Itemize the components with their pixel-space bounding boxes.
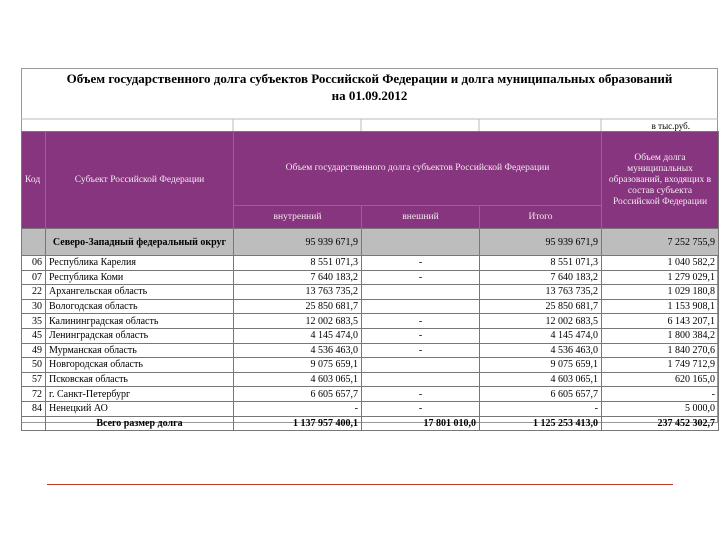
- row-subject-name: Архангельская область: [46, 285, 234, 300]
- row-total-debt: 12 002 683,5: [480, 314, 602, 329]
- table-row: [22, 343, 719, 358]
- row-municipal-debt: 1 279 029,1: [602, 270, 719, 285]
- row-external-debt: [362, 358, 480, 373]
- row-internal-debt: 12 002 683,5: [234, 314, 362, 329]
- row-total-debt: -: [480, 401, 602, 416]
- row-external-debt: [362, 285, 480, 300]
- row-code: 84: [22, 401, 46, 416]
- row-external-debt: -: [362, 401, 480, 416]
- row-code: 57: [22, 372, 46, 387]
- row-external-debt: -: [362, 343, 480, 358]
- total-label: Всего размер долга: [46, 416, 234, 431]
- row-internal-debt: 13 763 735,2: [234, 285, 362, 300]
- table-row: [22, 314, 719, 329]
- row-internal-debt: 9 075 659,1: [234, 358, 362, 373]
- district-name: Северо-Западный федеральный округ: [46, 229, 234, 256]
- title-line-1: Объем государственного долга субъектов Российской Федерации и долга муниципальных образований: [66, 71, 673, 86]
- table-row: [22, 299, 719, 314]
- district-municipal: 7 252 755,9: [602, 229, 719, 256]
- total-code: [22, 416, 46, 431]
- table-row: [22, 358, 719, 373]
- title-line-2: на 01.09.2012: [331, 88, 408, 103]
- row-subject-name: г. Санкт-Петербург: [46, 387, 234, 402]
- row-subject-name: Республика Коми: [46, 270, 234, 285]
- table-row: [22, 285, 719, 300]
- row-code: 45: [22, 328, 46, 343]
- row-municipal-debt: -: [602, 387, 719, 402]
- table-row: [22, 401, 719, 416]
- table-row: [22, 328, 719, 343]
- total-municipal: 237 452 302,7: [602, 416, 719, 431]
- row-external-debt: -: [362, 328, 480, 343]
- row-external-debt: -: [362, 314, 480, 329]
- row-total-debt: 7 640 183,2: [480, 270, 602, 285]
- header-municipal: Объем долга муниципальных образований, входящих в состав субъекта Российской Федерации: [602, 132, 719, 229]
- debt-table: [21, 131, 719, 431]
- row-code: 07: [22, 270, 46, 285]
- row-external-debt: -: [362, 256, 480, 271]
- header-subject: Субъект Российской Федерации: [46, 132, 234, 229]
- row-internal-debt: 4 603 065,1: [234, 372, 362, 387]
- district-total: 95 939 671,9: [480, 229, 602, 256]
- document-title: [21, 70, 718, 104]
- row-code: 06: [22, 256, 46, 271]
- row-code: 49: [22, 343, 46, 358]
- row-total-debt: 25 850 681,7: [480, 299, 602, 314]
- row-external-debt: -: [362, 387, 480, 402]
- row-internal-debt: 4 145 474,0: [234, 328, 362, 343]
- row-total-debt: 6 605 657,7: [480, 387, 602, 402]
- header-total: Итого: [480, 206, 602, 229]
- row-external-debt: [362, 299, 480, 314]
- row-code: 30: [22, 299, 46, 314]
- row-municipal-debt: 620 165,0: [602, 372, 719, 387]
- row-total-debt: 8 551 071,3: [480, 256, 602, 271]
- row-municipal-debt: 5 000,0: [602, 401, 719, 416]
- row-subject-name: Ненецкий АО: [46, 401, 234, 416]
- table-row: [22, 256, 719, 271]
- total-external: 17 801 010,0: [362, 416, 480, 431]
- row-external-debt: [362, 372, 480, 387]
- row-subject-name: Мурманская область: [46, 343, 234, 358]
- table-row: [22, 387, 719, 402]
- total-total: 1 125 253 413,0: [480, 416, 602, 431]
- row-subject-name: Калининградская область: [46, 314, 234, 329]
- row-total-debt: 9 075 659,1: [480, 358, 602, 373]
- header-external: внешний: [362, 206, 480, 229]
- district-internal: 95 939 671,9: [234, 229, 362, 256]
- row-total-debt: 4 603 065,1: [480, 372, 602, 387]
- row-internal-debt: 25 850 681,7: [234, 299, 362, 314]
- row-subject-name: Новгородская область: [46, 358, 234, 373]
- footer-divider: [47, 484, 673, 485]
- header-state-debt: Объем государственного долга субъектов Российской Федерации: [234, 132, 602, 206]
- header-internal: внутренний: [234, 206, 362, 229]
- row-internal-debt: 8 551 071,3: [234, 256, 362, 271]
- row-internal-debt: 6 605 657,7: [234, 387, 362, 402]
- district-code: [22, 229, 46, 256]
- row-subject-name: Ленинградская область: [46, 328, 234, 343]
- row-internal-debt: 7 640 183,2: [234, 270, 362, 285]
- row-municipal-debt: 1 800 384,2: [602, 328, 719, 343]
- row-internal-debt: -: [234, 401, 362, 416]
- row-code: 22: [22, 285, 46, 300]
- row-subject-name: Республика Карелия: [46, 256, 234, 271]
- row-subject-name: Вологодская область: [46, 299, 234, 314]
- unit-label: в тыс.руб.: [651, 121, 690, 131]
- row-subject-name: Псковская область: [46, 372, 234, 387]
- table-row: [22, 372, 719, 387]
- table-row: [22, 270, 719, 285]
- row-municipal-debt: 1 153 908,1: [602, 299, 719, 314]
- row-municipal-debt: 6 143 207,1: [602, 314, 719, 329]
- row-municipal-debt: 1 840 270,6: [602, 343, 719, 358]
- row-total-debt: 4 145 474,0: [480, 328, 602, 343]
- total-row: [22, 416, 719, 431]
- row-municipal-debt: 1 029 180,8: [602, 285, 719, 300]
- row-municipal-debt: 1 749 712,9: [602, 358, 719, 373]
- row-total-debt: 4 536 463,0: [480, 343, 602, 358]
- row-code: 35: [22, 314, 46, 329]
- row-municipal-debt: 1 040 582,2: [602, 256, 719, 271]
- total-internal: 1 137 957 400,1: [234, 416, 362, 431]
- district-external: [362, 229, 480, 256]
- row-external-debt: -: [362, 270, 480, 285]
- row-internal-debt: 4 536 463,0: [234, 343, 362, 358]
- district-row: [22, 229, 719, 256]
- row-code: 50: [22, 358, 46, 373]
- row-total-debt: 13 763 735,2: [480, 285, 602, 300]
- row-code: 72: [22, 387, 46, 402]
- header-code: Код: [22, 132, 46, 229]
